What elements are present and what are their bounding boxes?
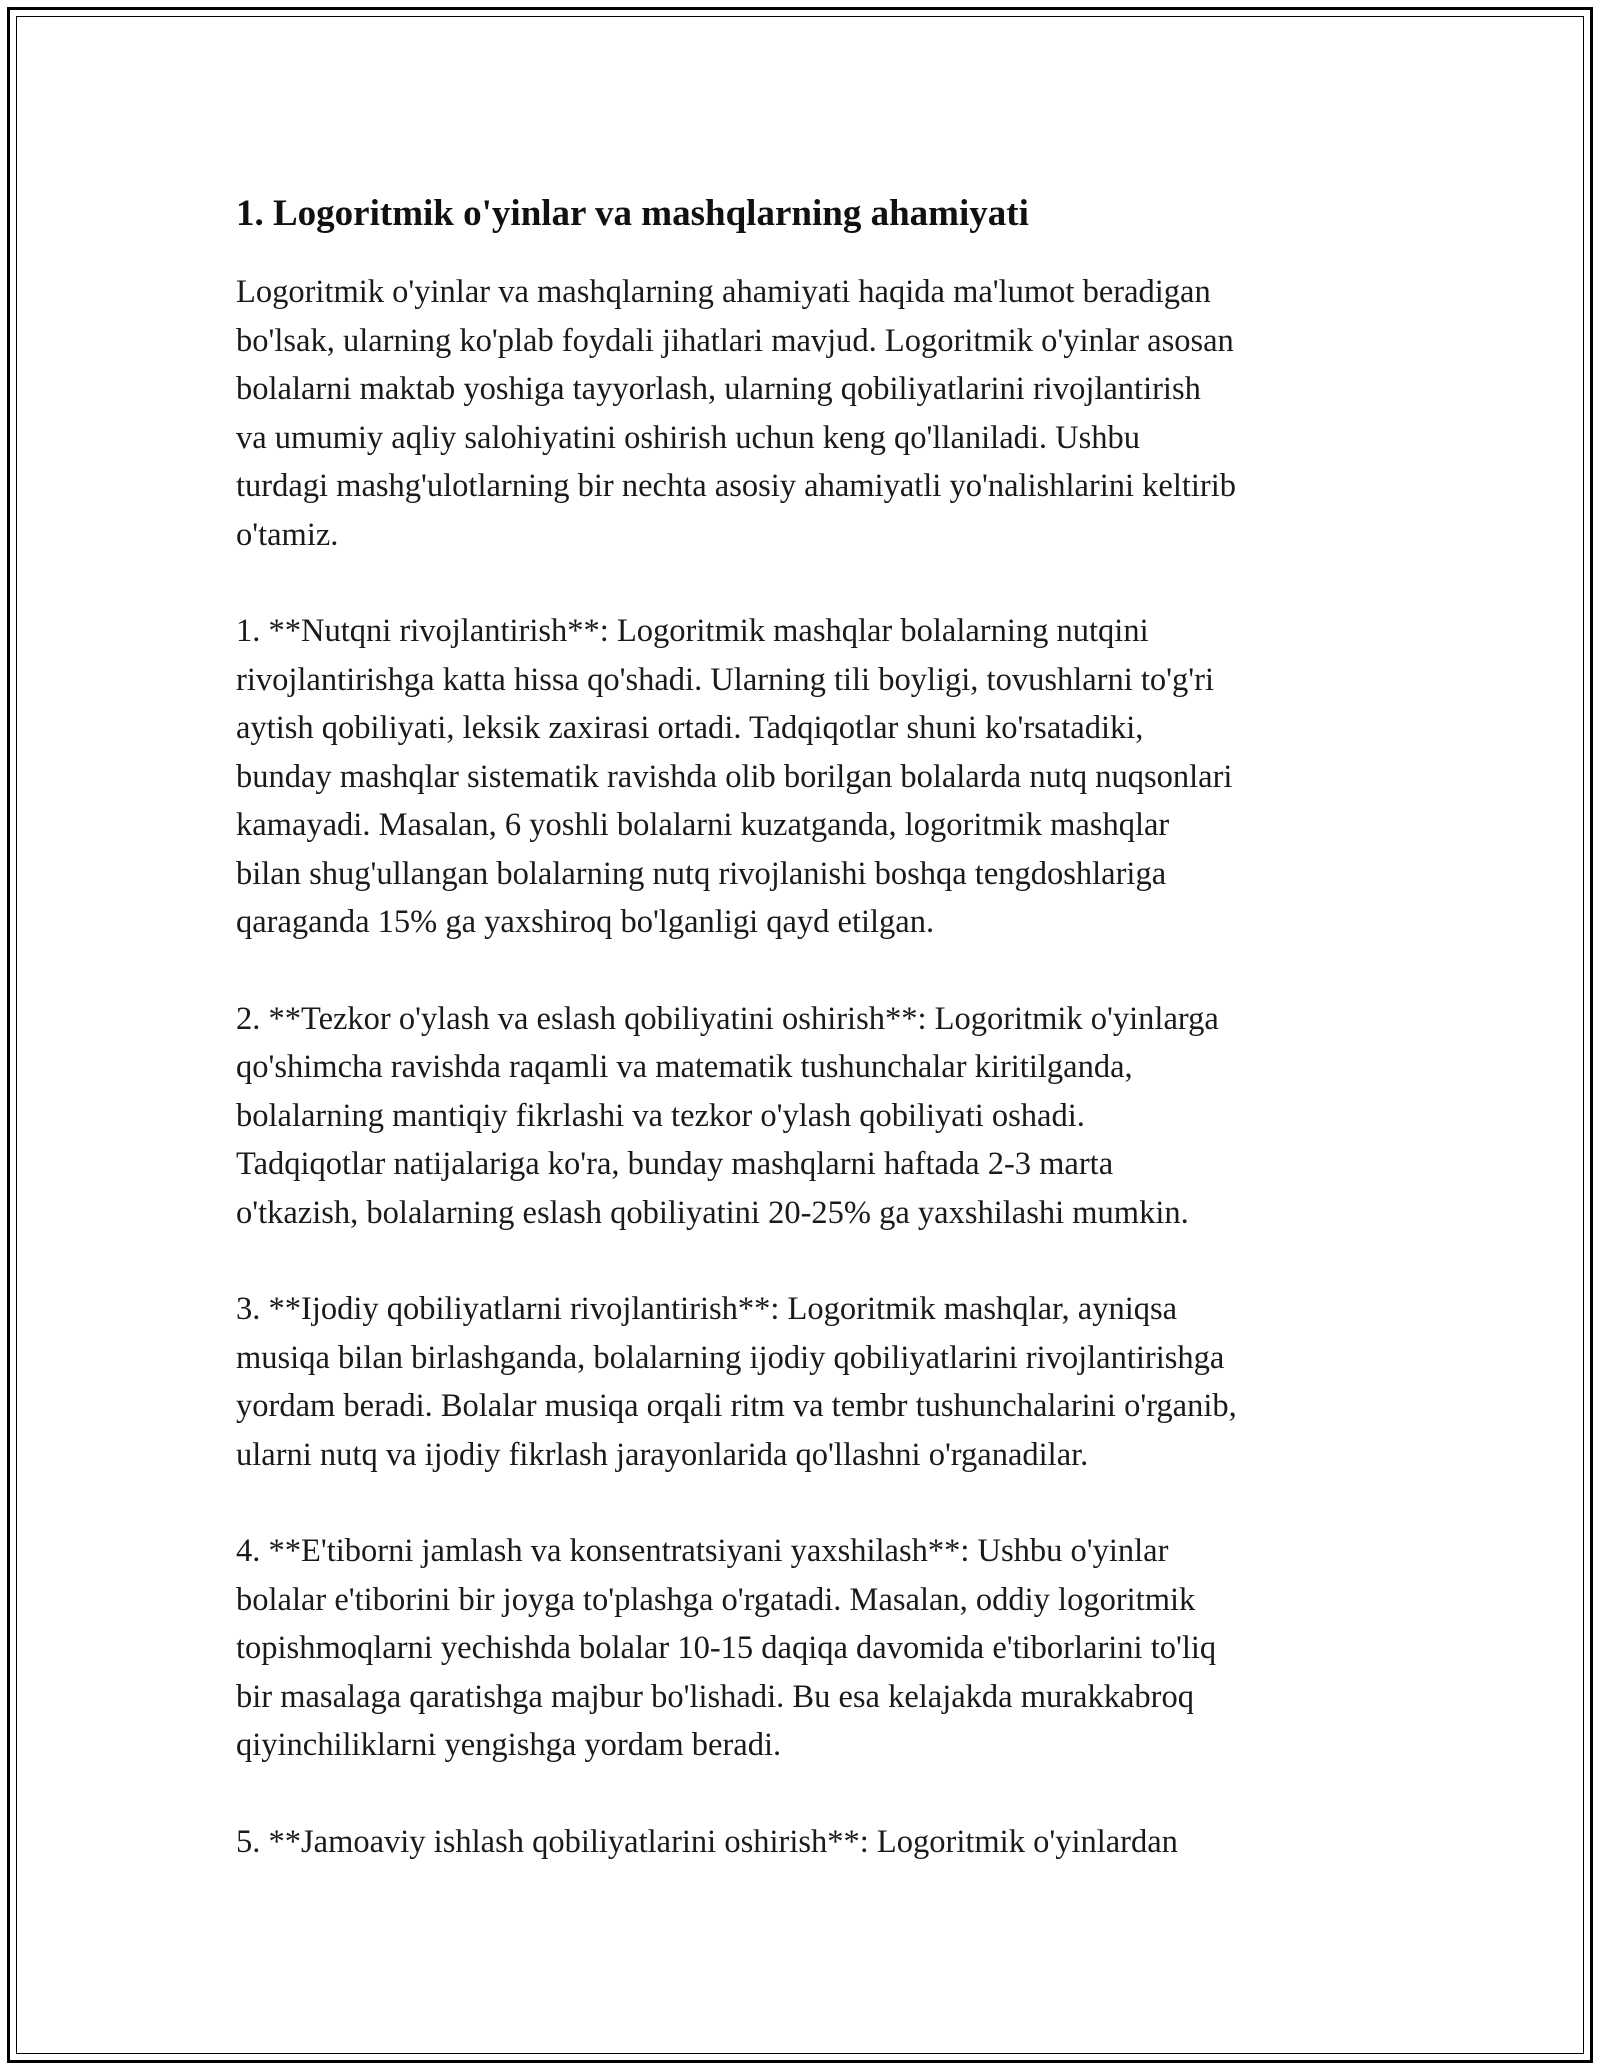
document-body	[236, 184, 1386, 1866]
point-4-paragraph: 4. **E'tiborni jamlash va konsentratsiyani yaxshilash**: Ushbu o'yinlar bolalar e'tiborini bir joyga to'plashga o'rgatadi. Masalan, oddiy logoritmik topishmoqlarni yechishda bolalar 10-15 daqiqa davomida e'tiborlarini to'liq bir masalaga qaratishga majbur bo'lishadi. Bu esa kelajakda murakkabroq qiyinchiliklarni yengishga yordam beradi.	[236, 1533, 1217, 1763]
point-2-paragraph: 2. **Tezkor o'ylash va eslash qobiliyatini oshirish**: Logoritmik o'yinlarga qo'shimcha ravishda raqamli va matematik tushunchalar kiritilganda, bolalarning mantiqiy fikrlashi va tezkor o'ylash qobiliyati oshadi. Tadqiqotlar natijalariga ko'ra, bunday mashqlarni haftada 2-3 marta o'tkazish, bolalarning eslash qobiliyatini 20-25% ga yaxshilashi mumkin.	[236, 1000, 1219, 1231]
intro-paragraph: Logoritmik o'yinlar va mashqlarning ahamiyati haqida ma'lumot beradigan bo'lsak, ularning ko'plab foydali jihatlari mavjud. Logoritmik o'yinlar asosan bolalarni maktab yoshiga tayyorlash, ularning qobiliyatlarini rivojlantirish va umumiy aqliy salohiyatini oshirish uchun keng qo'llaniladi. Ushbu turdagi mashg'ulotlarning bir nechta asosiy ahamiyatli yo'nalishlarini keltirib o'tamiz.	[236, 274, 1237, 553]
point-1-paragraph: 1. **Nutqni rivojlantirish**: Logoritmik mashqlar bolalarning nutqini rivojlantirishga katta hissa qo'shadi. Ularning tili boyligi, tovushlarni to'g'ri aytish qobiliyati, leksik zaxirasi ortadi. Tadqiqotlar shuni ko'rsatadiki, bunday mashqlar sistematik ravishda olib borilgan bolalarda nutq nuqsonlari kamayadi. Masalan, 6 yoshli bolalarni kuzatganda, logoritmik mashqlar bilan shug'ullangan bolalarning nutq rivojlanishi boshqa tengdoshlariga qaraganda 15% ga yaxshiroq bo'lganligi qayd etilgan.	[236, 613, 1233, 940]
section-heading: 1. Logoritmik o'yinlar va mashqlarning ahamiyati	[236, 193, 1029, 234]
point-5-paragraph: 5. **Jamoaviy ishlash qobiliyatlarini oshirish**: Logoritmik o'yinlardan	[236, 1823, 1178, 1860]
point-3-paragraph: 3. **Ijodiy qobiliyatlarni rivojlantirish**: Logoritmik mashqlar, ayniqsa musiqa bilan birlashganda, bolalarning ijodiy qobiliyatlarini rivojlantirishga yordam beradi. Bolalar musiqa orqali ritm va tembr tushunchalarini o'rganib, ularni nutq va ijodiy fikrlash jarayonlarida qo'llashni o'rganadilar.	[236, 1291, 1237, 1473]
